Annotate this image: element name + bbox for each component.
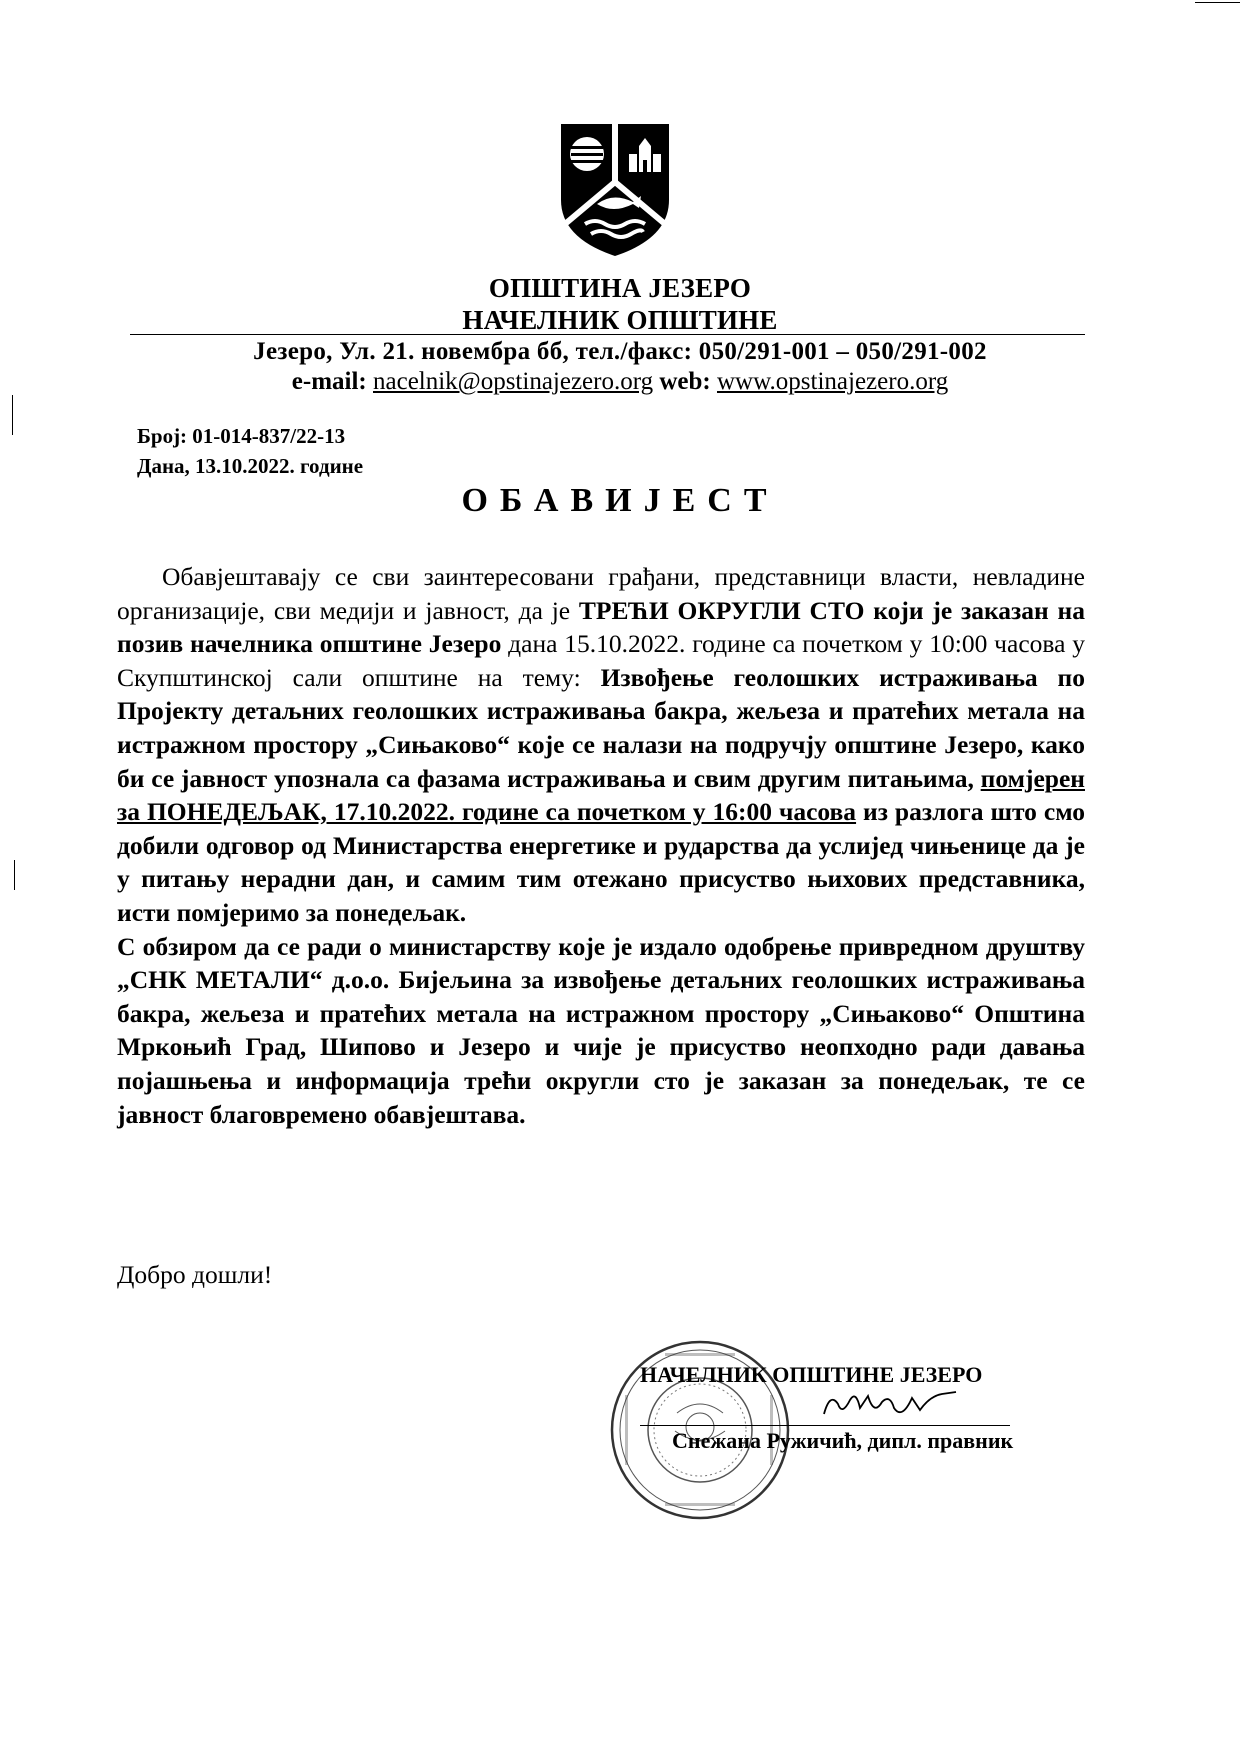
document-date: Дана, 13.10.2022. године <box>137 454 364 478</box>
handwritten-signature-icon <box>820 1386 960 1426</box>
email-link[interactable]: nacelnik@opstinajezero.org <box>373 368 654 395</box>
text-run: Обавјештавају се сви заинтересовани грађани, представници власти, невладине организације, сви медији и јавност, да је <box>117 562 1085 625</box>
web-link[interactable]: www.opstinajezero.org <box>717 368 949 395</box>
paragraph-1 <box>117 560 1085 930</box>
text-run: дана 15.10.2022. године са почетком у 10:00 часова у Скупштинској сали општине на тему: <box>117 629 1086 692</box>
signatory-name: Снежана Ружичић, дипл. правник <box>672 1428 1014 1453</box>
web-label: web: <box>659 368 711 395</box>
text-run-bold: из разлога што смо добили одговор од Министарства енергетике и рударства да услијед чињенице да је у питању нерадни дан, и самим тим отежано присуство њихових представника, исти помјеримо за понедељак. <box>117 797 1086 927</box>
address-line: Језеро, Ул. 21. новембра бб, тел./факс: 050/291-001 – 050/291-002 <box>253 338 987 365</box>
text-run-bold-underlined: помјерен за ПОНЕДЕЉАК, 17.10.2022. године са почетком у 16:00 часова <box>117 763 1085 827</box>
text-run-bold: ТРЕЋИ ОКРУГЛИ СТО који је заказан на позив начелника општине Језеро <box>117 595 1085 659</box>
office-name: НАЧЕЛНИК ОПШТИНЕ <box>462 305 778 335</box>
paragraph-2: С обзиром да се ради о министарству које је издало одобрење привредном друштву „СНК МЕТАЛИ“ д.о.о. Бијељина за извођење детаљних геолошких истраживања бакра, жељеза и пратећих метала на истражном простору „Сињаково“ Општина Мркоњић Град, Шипово и Језеро и чије је присуство неопходно ради давања појашњења и информација трећи округли сто је заказан за понедељак, те се јавност благовремено обавјештава. <box>117 931 1085 1129</box>
document-body <box>117 560 1085 1131</box>
scan-artifact <box>14 860 15 890</box>
scan-artifact <box>1195 2 1240 3</box>
signature-line <box>640 1425 1010 1426</box>
header-divider <box>130 334 1085 335</box>
document-title: ОБАВИЈЕСТ <box>461 482 779 519</box>
closing-greeting: Добро дошли! <box>117 1260 273 1289</box>
reference-number: Број: 01-014-837/22-13 <box>137 424 346 448</box>
text-run-bold: Извођење геолошких истраживања по Пројекту детаљних геолошких истраживања бакра, жељеза и пратећих метала на истражном простору „Сињаково“ које се налази на подручју општине Језеро, како би се јавност упознала са фазама истраживања и свим другим питањима, <box>117 662 1085 793</box>
email-label: e-mail: <box>291 368 367 395</box>
scan-artifact <box>12 395 13 435</box>
municipality-name: ОПШТИНА ЈЕЗЕРО <box>488 273 752 303</box>
signatory-title: НАЧЕЛНИК ОПШТИНЕ ЈЕЗЕРО <box>640 1362 983 1387</box>
municipal-coat-of-arms-icon <box>555 120 675 260</box>
contact-line <box>0 368 1240 396</box>
